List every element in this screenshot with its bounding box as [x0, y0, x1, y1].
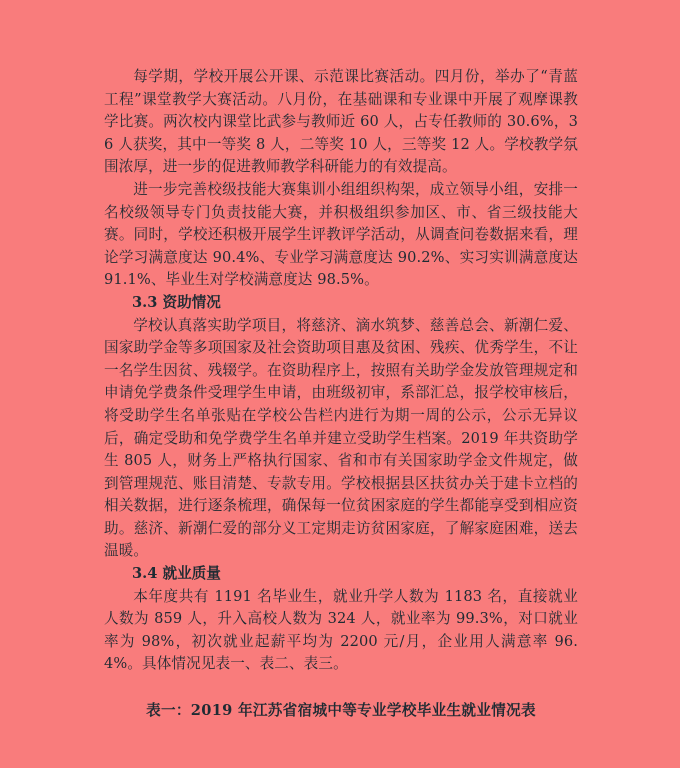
paragraph-employment-quality: 本年度共有 1191 名毕业生，就业升学人数为 1183 名，直接就业人数为 859 人，升入高校人数为 324 人，就业率为 99.3%，对口就业率为 98%，初次就业起薪平均为 2200 元/月，企业用人满意率 96.4%。具体情况见表一、表二、表三。: [104, 587, 578, 673]
spacer: [104, 676, 578, 700]
table-title: 表一：2019 年江苏省宿城中等专业学校毕业生就业情况表: [146, 702, 536, 720]
paragraph-financial-aid: 学校认真落实助学项目，将慈济、滴水筑梦、慈善总会、新潮仁爱、国家助学金等多项国家及社会资助项目惠及贫困、残疾、优秀学生，不让一名学生因贫、残辍学。在资助程序上，按照有关助学金发放管理规定和申请免学费条件受理学生申请，由班级初审，系部汇总，报学校审核后，将受助学生名单张贴在学校公告栏内进行为期一周的公示，公示无异议后，确定受助和免学费学生名单并建立受助学生档案。2019 年共资助学生 805 人，财务上严格执行国家、省和市有关国家助学金文件规定，做到管理规范、账目清楚、专款专用。学校根据县区扶贫办关于建卡立档的相关数据，进行逐条梳理，确保每一位贫困家庭的学生都能享受到相应资助。慈济、新潮仁爱的部分义工定期走访贫困家庭，了解家庭困难，送去温暖。: [104, 316, 578, 560]
paragraph-skills-contest: 进一步完善校级技能大赛集训小组组织构架，成立领导小组，安排一名校级领导专门负责技能大赛，并积极组织参加区、市、省三级技能大赛。同时，学校还积极开展学生评教评学活动，从调查问卷数据来看，理论学习满意度达 90.4%、专业学习满意度达 90.2%、实习实训满意度达 91.1%、毕业生对学校满意度达 98.5%。: [104, 180, 578, 289]
paragraph-teaching-competitions: 每学期，学校开展公开课、示范课比赛活动。四月份，举办了“青蓝工程”课堂教学大赛活动。八月份，在基础课和专业课中开展了观摩课教学比赛。两次校内课堂比武参与教师近 60 人，占专任教师的 30.6%，36 人获奖，其中一等奖 8 人，二等奖 10 人，三等奖 12 人。学校教学氛围浓厚，进一步的促进教师教学科研能力的有效提高。: [104, 68, 578, 176]
section-heading-financial-aid: 3.3 资助情况: [132, 293, 221, 311]
section-heading-employment-quality: 3.4 就业质量: [132, 565, 221, 583]
